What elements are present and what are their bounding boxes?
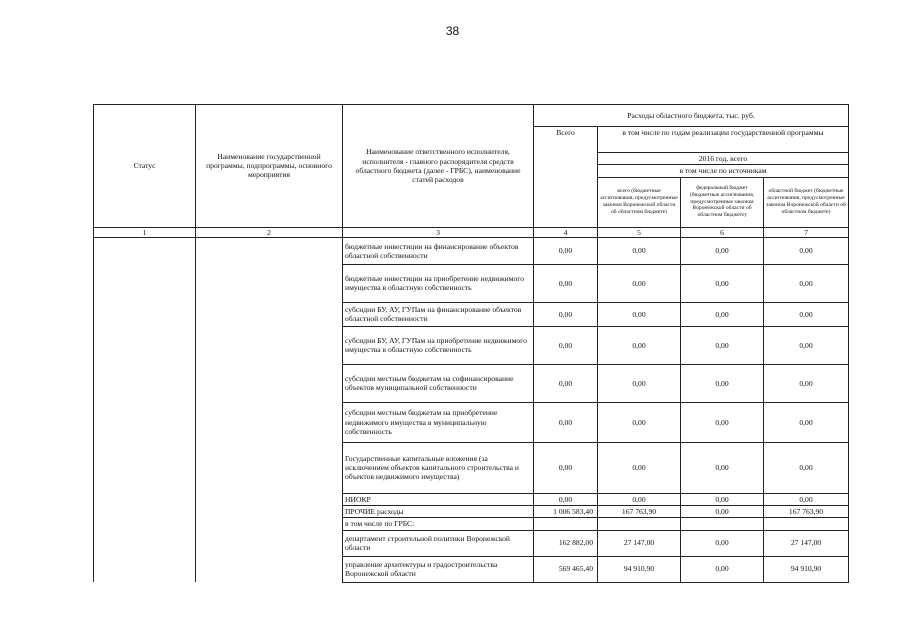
row-total: 1 006 583,40 <box>534 506 598 518</box>
row-col5: 0,00 <box>598 493 681 505</box>
row-total: 0,00 <box>534 326 598 364</box>
column-number: 3 <box>343 227 534 237</box>
row-col5: 94 910,90 <box>598 556 681 582</box>
header-program-name: Наименование государственной программы, подпрограммы, основного мероприятия <box>196 105 343 228</box>
row-col6: 0,00 <box>681 237 764 264</box>
column-number: 7 <box>764 227 849 237</box>
row-col7: 0,00 <box>764 237 849 264</box>
row-total: 0,00 <box>534 237 598 264</box>
row-name: ПРОЧИЕ расходы <box>343 506 534 518</box>
row-col6: 0,00 <box>681 402 764 442</box>
row-total: 569 465,40 <box>534 556 598 582</box>
column-number: 2 <box>196 227 343 237</box>
header-year: 2016 год, всего <box>598 153 849 165</box>
row-name: в том числе по ГРБС: <box>343 518 534 530</box>
row-col6: 0,00 <box>681 506 764 518</box>
row-name: бюджетные инвестиции на финансирование объектов областной собственности <box>343 237 534 264</box>
header-by-sources: в том числе по источникам <box>598 165 849 177</box>
row-total: 0,00 <box>534 364 598 402</box>
row-col5: 0,00 <box>598 237 681 264</box>
row-col5: 0,00 <box>598 364 681 402</box>
row-total: 162 882,00 <box>534 530 598 556</box>
column-number: 4 <box>534 227 598 237</box>
header-executor: Наименование ответственного исполнителя, исполнителя - главного распорядителя средств областного бюджета (далее - ГРБС), наименование статей расходов <box>343 105 534 228</box>
column-number: 6 <box>681 227 764 237</box>
row-col7: 94 910,90 <box>764 556 849 582</box>
row-name: бюджетные инвестиции на приобретение недвижимого имущества в областную собственность <box>343 264 534 302</box>
row-col7: 0,00 <box>764 326 849 364</box>
row-name: субсидии БУ, АУ, ГУПам на приобретение недвижимого имущества в областную собственность <box>343 326 534 364</box>
row-col6: 0,00 <box>681 530 764 556</box>
row-col6: 0,00 <box>681 302 764 326</box>
header-col-federal: федеральный бюджет (бюджетные ассигнования, предусмотренные законом Воронежской области об областном бюджете) <box>681 177 764 227</box>
table-row <box>94 237 849 264</box>
header-status: Статус <box>94 105 196 228</box>
row-col5: 0,00 <box>598 402 681 442</box>
row-col5: 0,00 <box>598 264 681 302</box>
row-col7: 0,00 <box>764 493 849 505</box>
row-col5: 0,00 <box>598 302 681 326</box>
row-col7: 167 763,90 <box>764 506 849 518</box>
budget-table <box>93 104 849 583</box>
row-name: департамент строительной политики Воронежской области <box>343 530 534 556</box>
column-numbers-row <box>94 227 849 237</box>
header-col-total-alloc: всего (бюджетные ассигнования, предусмотренные законом Воронежской области об областном бюджете) <box>598 177 681 227</box>
header-total: Всего <box>534 127 598 228</box>
row-total: 0,00 <box>534 264 598 302</box>
row-col7: 0,00 <box>764 264 849 302</box>
row-name: субсидии местным бюджетам на софинансирование объектов муниципальной собственности <box>343 364 534 402</box>
row-col6 <box>681 518 764 530</box>
row-total: 0,00 <box>534 402 598 442</box>
header-expenses-title: Расходы областного бюджета, тыс. руб. <box>534 105 849 127</box>
column-number: 5 <box>598 227 681 237</box>
status-cell <box>94 237 196 582</box>
row-col6: 0,00 <box>681 493 764 505</box>
row-total: 0,00 <box>534 493 598 505</box>
page-number: 38 <box>445 24 460 38</box>
row-col7: 0,00 <box>764 302 849 326</box>
row-col5: 0,00 <box>598 326 681 364</box>
row-col5: 0,00 <box>598 442 681 493</box>
row-col5 <box>598 518 681 530</box>
row-col6: 0,00 <box>681 326 764 364</box>
row-col5: 27 147,00 <box>598 530 681 556</box>
row-col6: 0,00 <box>681 442 764 493</box>
row-col7: 27 147,00 <box>764 530 849 556</box>
row-col6: 0,00 <box>681 364 764 402</box>
row-col7 <box>764 518 849 530</box>
program-cell <box>196 237 343 582</box>
column-number: 1 <box>94 227 196 237</box>
header-by-years: в том числе по годам реализации государственной программы <box>598 127 849 153</box>
row-total <box>534 518 598 530</box>
row-col7: 0,00 <box>764 402 849 442</box>
row-name: управление архитектуры и градостроительства Воронежской области <box>343 556 534 582</box>
row-col6: 0,00 <box>681 264 764 302</box>
row-col7: 0,00 <box>764 364 849 402</box>
row-total: 0,00 <box>534 442 598 493</box>
row-name: субсидии БУ, АУ, ГУПам на финансирование объектов областной собственности <box>343 302 534 326</box>
row-name: субсидии местным бюджетам на приобретение недвижимого имущества в муниципальную собственность <box>343 402 534 442</box>
header-col-regional: областной бюджет (бюджетные ассигнования, предусмотренные законом Воронежской области об областном бюджете) <box>764 177 849 227</box>
row-col6: 0,00 <box>681 556 764 582</box>
row-col7: 0,00 <box>764 442 849 493</box>
row-col5: 167 763,90 <box>598 506 681 518</box>
row-name: Государственные капитальные вложения (за исключением объектов капитального строительства и объектов недвижимого имущества) <box>343 442 534 493</box>
row-name: НИОКР <box>343 493 534 505</box>
row-total: 0,00 <box>534 302 598 326</box>
